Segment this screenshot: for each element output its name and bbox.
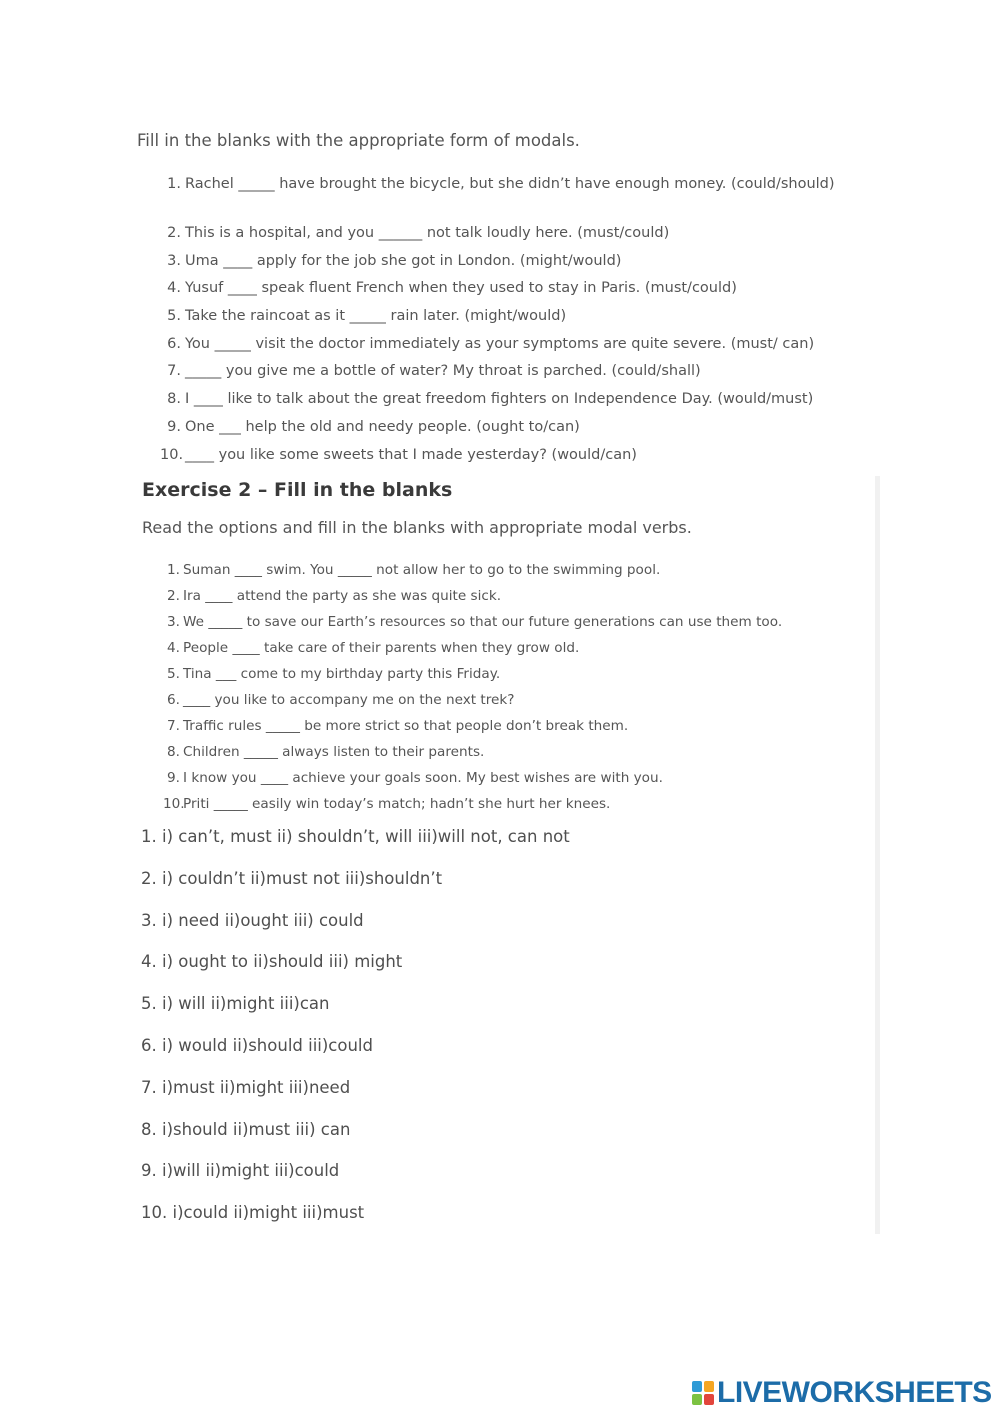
exercise2-item bbox=[163, 587, 863, 613]
item-number: 7. bbox=[167, 363, 181, 380]
exercise1-instruction: Fill in the blanks with the appropriate form of modals. bbox=[137, 131, 580, 150]
answer-option: 4. i) ought to ii)should iii) might bbox=[141, 952, 403, 972]
item-text: Take the raincoat as it _____ rain later. (might/would) bbox=[185, 308, 567, 325]
item-number: 8. bbox=[167, 744, 180, 760]
item-number: 4. bbox=[167, 280, 181, 297]
exercise2-item bbox=[163, 561, 863, 587]
item-text: Yusuf ____ speak fluent French when they used to stay in Paris. (must/could) bbox=[185, 280, 737, 297]
answer-option: 1. i) can’t, must ii) shouldn’t, will iii)will not, can not bbox=[141, 827, 570, 846]
item-number: 3. bbox=[167, 252, 181, 269]
item-number: 4. bbox=[167, 640, 180, 656]
answer-option: 8. i)should ii)must iii) can bbox=[141, 1119, 351, 1139]
exercise2-item bbox=[163, 795, 863, 821]
logo-square bbox=[704, 1394, 714, 1405]
answer-option: 6. i) would ii)should iii)could bbox=[141, 1035, 373, 1055]
item-text: _____ you give me a bottle of water? My throat is parched. (could/shall) bbox=[185, 363, 701, 380]
item-text: I know you ____ achieve your goals soon. My best wishes are with you. bbox=[183, 770, 663, 786]
item-number: 2. bbox=[167, 588, 180, 604]
item-number: 3. bbox=[167, 614, 180, 630]
item-number: 2. bbox=[167, 225, 181, 241]
exercise2-item bbox=[163, 743, 863, 769]
item-text: ____ you like some sweets that I made yesterday? (would/can) bbox=[185, 446, 637, 463]
item-text: We _____ to save our Earth’s resources so that our future generations can use them too. bbox=[183, 614, 783, 630]
item-number: 1. bbox=[167, 176, 181, 192]
exercise1-list bbox=[160, 174, 900, 472]
liveworksheets-brand bbox=[692, 1376, 992, 1410]
item-number: 9. bbox=[167, 418, 181, 435]
exercise2-instruction: Read the options and fill in the blanks with appropriate modal verbs. bbox=[142, 518, 692, 537]
item-text: Rachel _____ have brought the bicycle, but she didn’t have enough money. (could/should) bbox=[185, 176, 835, 192]
exercise2-title: Exercise 2 – Fill in the blanks bbox=[142, 479, 453, 501]
exercise1-item bbox=[160, 361, 900, 389]
answer-option: 9. i)will ii)might iii)could bbox=[141, 1161, 340, 1181]
item-number: 7. bbox=[167, 718, 180, 734]
exercise1-item bbox=[160, 251, 900, 279]
item-number: 6. bbox=[167, 335, 181, 352]
exercise2-item bbox=[163, 613, 863, 639]
logo-square bbox=[692, 1394, 702, 1405]
answer-options-list bbox=[141, 826, 570, 1244]
exercise2-list bbox=[163, 561, 863, 821]
exercise1-item bbox=[160, 223, 900, 251]
exercise1-item bbox=[160, 417, 900, 445]
exercise1-item bbox=[160, 306, 900, 334]
brand-wordmark: LIVEWORKSHEETS bbox=[717, 1376, 992, 1409]
answer-option: 7. i)must ii)might iii)need bbox=[141, 1077, 351, 1097]
exercise1-item bbox=[160, 445, 900, 473]
item-text: Priti _____ easily win today’s match; hadn’t she hurt her knees. bbox=[183, 796, 611, 812]
answer-option: 5. i) will ii)might iii)can bbox=[141, 994, 330, 1014]
item-number: 8. bbox=[167, 391, 181, 408]
answer-option: 2. i) couldn’t ii)must not iii)shouldn’t bbox=[141, 868, 443, 888]
item-text: Traffic rules _____ be more strict so that people don’t break them. bbox=[183, 718, 629, 734]
exercise1-item bbox=[160, 334, 900, 362]
answer-option: 3. i) need ii)ought iii) could bbox=[141, 910, 364, 930]
item-text: You _____ visit the doctor immediately as your symptoms are quite severe. (must/ can) bbox=[185, 335, 815, 352]
logo-square bbox=[704, 1381, 714, 1392]
answer-option: 10. i)could ii)might iii)must bbox=[141, 1203, 365, 1223]
exercise1-item bbox=[160, 389, 900, 417]
item-text: ____ you like to accompany me on the next trek? bbox=[183, 692, 515, 708]
exercise2-item bbox=[163, 717, 863, 743]
item-text: Ira ____ attend the party as she was quite sick. bbox=[183, 588, 502, 604]
item-text: This is a hospital, and you ______ not talk loudly here. (must/could) bbox=[185, 225, 670, 241]
item-text: Suman ____ swim. You _____ not allow her to go to the swimming pool. bbox=[183, 562, 661, 578]
exercise2-item bbox=[163, 665, 863, 691]
item-number: 10. bbox=[160, 446, 184, 463]
item-number: 9. bbox=[167, 770, 180, 786]
item-number: 6. bbox=[167, 692, 180, 708]
item-text: People ____ take care of their parents when they grow old. bbox=[183, 640, 580, 656]
item-text: Tina ___ come to my birthday party this Friday. bbox=[183, 666, 501, 682]
exercise2-item bbox=[163, 769, 863, 795]
logo-square bbox=[692, 1381, 702, 1392]
exercise2-item bbox=[163, 639, 863, 665]
item-text: Children _____ always listen to their parents. bbox=[183, 744, 485, 760]
exercise1-item bbox=[160, 278, 900, 306]
liveworksheets-logo-icon bbox=[692, 1381, 714, 1405]
item-number: 1. bbox=[167, 562, 180, 578]
item-number: 5. bbox=[167, 308, 181, 325]
item-text: Uma ____ apply for the job she got in London. (might/would) bbox=[185, 252, 622, 269]
item-text: I ____ like to talk about the great freedom fighters on Independence Day. (would/must) bbox=[185, 391, 814, 408]
item-number: 10. bbox=[163, 796, 185, 812]
item-text: One ___ help the old and needy people. (ought to/can) bbox=[185, 418, 580, 435]
exercise2-item bbox=[163, 691, 863, 717]
exercise1-item bbox=[160, 174, 840, 223]
item-number: 5. bbox=[167, 666, 180, 682]
